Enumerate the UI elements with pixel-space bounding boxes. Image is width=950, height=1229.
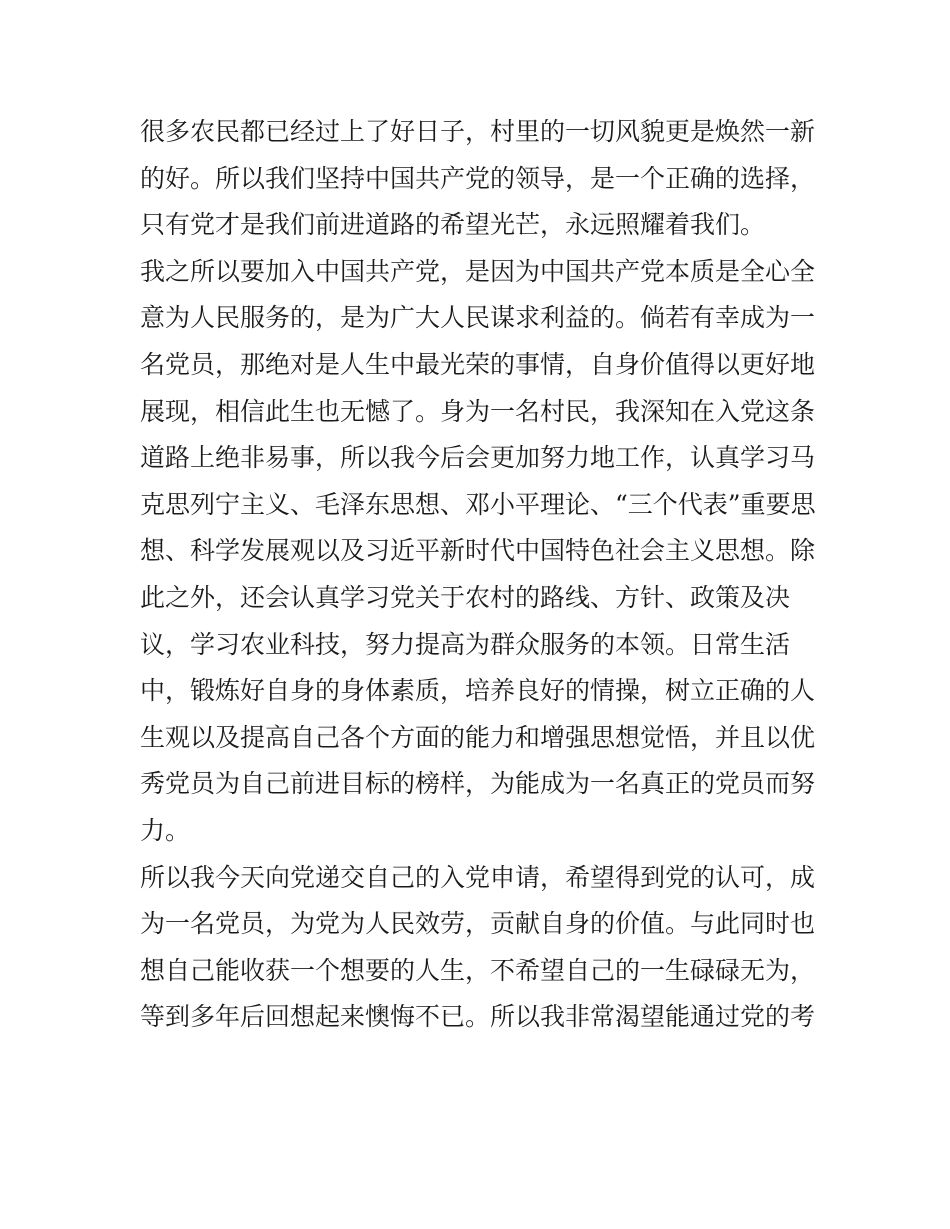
text-line: 为一名党员，为党为人民效劳，贡献自身的价值。与此同时也 [140,909,816,939]
text-line: 等到多年后回想起来懊悔不已。所以我非常渴望能通过党的考 [140,1002,816,1032]
text-line: 想、科学发展观以及习近平新时代中国特色社会主义思想。除 [140,536,816,566]
body-text [140,109,820,1041]
text-line: 意为人民服务的，是为广大人民谋求利益的。倘若有幸成为一 [140,303,816,333]
text-line: 的好。所以我们坚持中国共产党的领导，是一个正确的选择， [140,163,816,193]
text-line: 很多农民都已经过上了好日子，村里的一切风貌更是焕然一新 [140,117,816,146]
text-line: 克思列宁主义、毛泽东思想、邓小平理论、“三个代表”重要思 [140,489,816,519]
text-line: 道路上绝非易事，所以我今后会更加努力地工作，认真学习马 [140,443,816,473]
text-line: 只有党才是我们前进道路的希望光芒，永远照耀着我们。 [140,210,766,240]
text-line: 中，锻炼好自身的身体素质，培养良好的情操，树立正确的人 [140,676,816,706]
text-line: 名党员，那绝对是人生中最光荣的事情，自身价值得以更好地 [140,349,816,379]
text-line: 所以我今天向党递交自己的入党申请，希望得到党的认可，成 [140,862,816,892]
text-line: 展现，相信此生也无憾了。身为一名村民，我深知在入党这条 [140,396,816,426]
text-line: 生观以及提高自己各个方面的能力和增强思想觉悟，并且以优 [140,722,816,752]
text-line: 此之外，还会认真学习党关于农村的路线、方针、政策及决 [140,582,791,612]
text-line: 想自己能收获一个想要的人生，不希望自己的一生碌碌无为， [140,955,816,985]
text-line: 力。 [140,815,191,845]
text-line: 我之所以要加入中国共产党，是因为中国共产党本质是全心全 [140,256,816,286]
text-line: 议，学习农业科技，努力提高为群众服务的本领。日常生活 [140,629,791,659]
text-line: 秀党员为自己前进目标的榜样，为能成为一名真正的党员而努 [140,769,816,799]
